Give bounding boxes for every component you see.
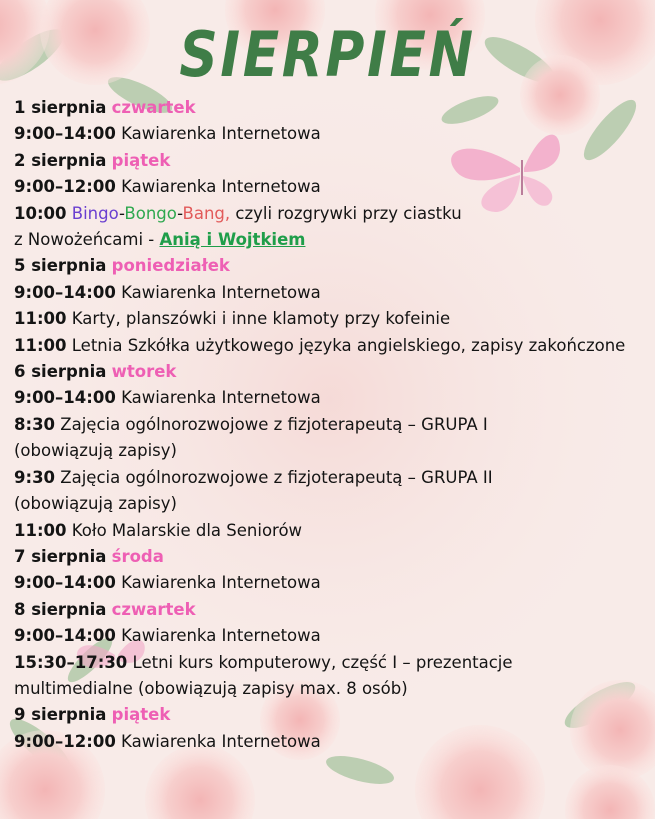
event [14,306,654,332]
event-text: Kawiarenka Internetowa [121,124,321,144]
event-text: Kawiarenka Internetowa [121,177,321,197]
event-time: 9:00–14:00 [14,282,116,302]
weekday: środa [111,546,164,566]
event [14,650,654,676]
event [14,201,654,227]
event-time: 10:00 [14,203,67,223]
event [14,729,654,755]
event [14,121,654,147]
schedule [14,95,654,755]
event-text: Karty, planszówki i inne klamoty przy kofeinie [71,309,451,329]
weekday: czwartek [111,599,196,619]
event [14,570,654,596]
event [14,623,654,649]
event-text: Kawiarenka Internetowa [121,388,321,408]
bingo-word: Bingo [71,203,120,223]
event-text: Zajęcia ogólnorozwojowe z fizjoterapeutą – GRUPA I [60,414,488,434]
day-heading [14,95,654,121]
event-time: 11:00 [14,520,67,540]
event-time: 15:30–17:30 [14,652,128,672]
event-text: Kawiarenka Internetowa [121,282,321,302]
date: 1 sierpnia [14,98,107,117]
event-continued: (obowiązują zapisy) [14,441,177,461]
date: 2 sierpnia [14,150,107,170]
event-time: 8:30 [14,414,56,434]
event-time: 9:00–12:00 [14,731,116,751]
event-text: Zajęcia ogólnorozwojowe z fizjoterapeutą – GRUPA II [60,467,493,487]
event-time: 9:30 [14,467,56,487]
event [14,412,654,438]
event-time: 9:00–14:00 [14,388,116,408]
weekday: piątek [111,150,171,170]
event-time: 11:00 [14,309,67,329]
day-heading [14,148,654,174]
event-continued: multimedialne (obowiązują zapisy max. 8 osób) [14,678,408,698]
event-text: Letnia Szkółka użytkowego języka angielskiego, zapisy zakończone [71,335,626,355]
event [14,518,654,544]
event [14,333,654,359]
event [14,385,654,411]
event-text: czyli rozgrywki przy ciastku [235,203,462,223]
hosts-link[interactable]: Anią i Wojtkiem [159,230,306,250]
bongo-word: Bongo [124,203,178,223]
event-continued [14,227,654,253]
event-text: Kawiarenka Internetowa [115,731,321,751]
event-time: 9:00–14:00 [14,626,116,646]
event-continued: (obowiązują zapisy) [14,494,177,514]
event-text: Koło Malarskie dla Seniorów [71,520,303,540]
event-text: Letni kurs komputerowy, część I – prezentacje [132,652,513,672]
event-text: z Nowożeńcami - [14,230,160,250]
date: 6 sierpnia [14,362,107,382]
dash: - [119,203,125,223]
date: 8 sierpnia [14,599,107,619]
day-heading [14,253,654,279]
date: 7 sierpnia [14,546,107,566]
event-time: 9:00–12:00 [14,177,116,197]
day-heading [14,544,654,570]
day-heading [14,702,654,728]
date: 5 sierpnia [14,256,107,276]
event-time: 9:00–14:00 [14,573,116,593]
bang-word: Bang, [182,203,231,223]
date: 9 sierpnia [14,705,107,725]
day-heading [14,359,654,385]
event-text: Kawiarenka Internetowa [121,573,321,593]
event [14,465,654,491]
weekday: piątek [111,705,171,725]
event [14,280,654,306]
weekday: wtorek [111,362,177,382]
day-heading [14,597,654,623]
dash: - [177,203,183,223]
event-text: Kawiarenka Internetowa [121,626,321,646]
event [14,174,654,200]
page-title: SIERPIEŃ [179,18,476,91]
weekday: czwartek [111,98,196,117]
event-time: 9:00–14:00 [14,124,116,144]
weekday: poniedziałek [111,256,230,276]
event-time: 11:00 [14,335,67,355]
